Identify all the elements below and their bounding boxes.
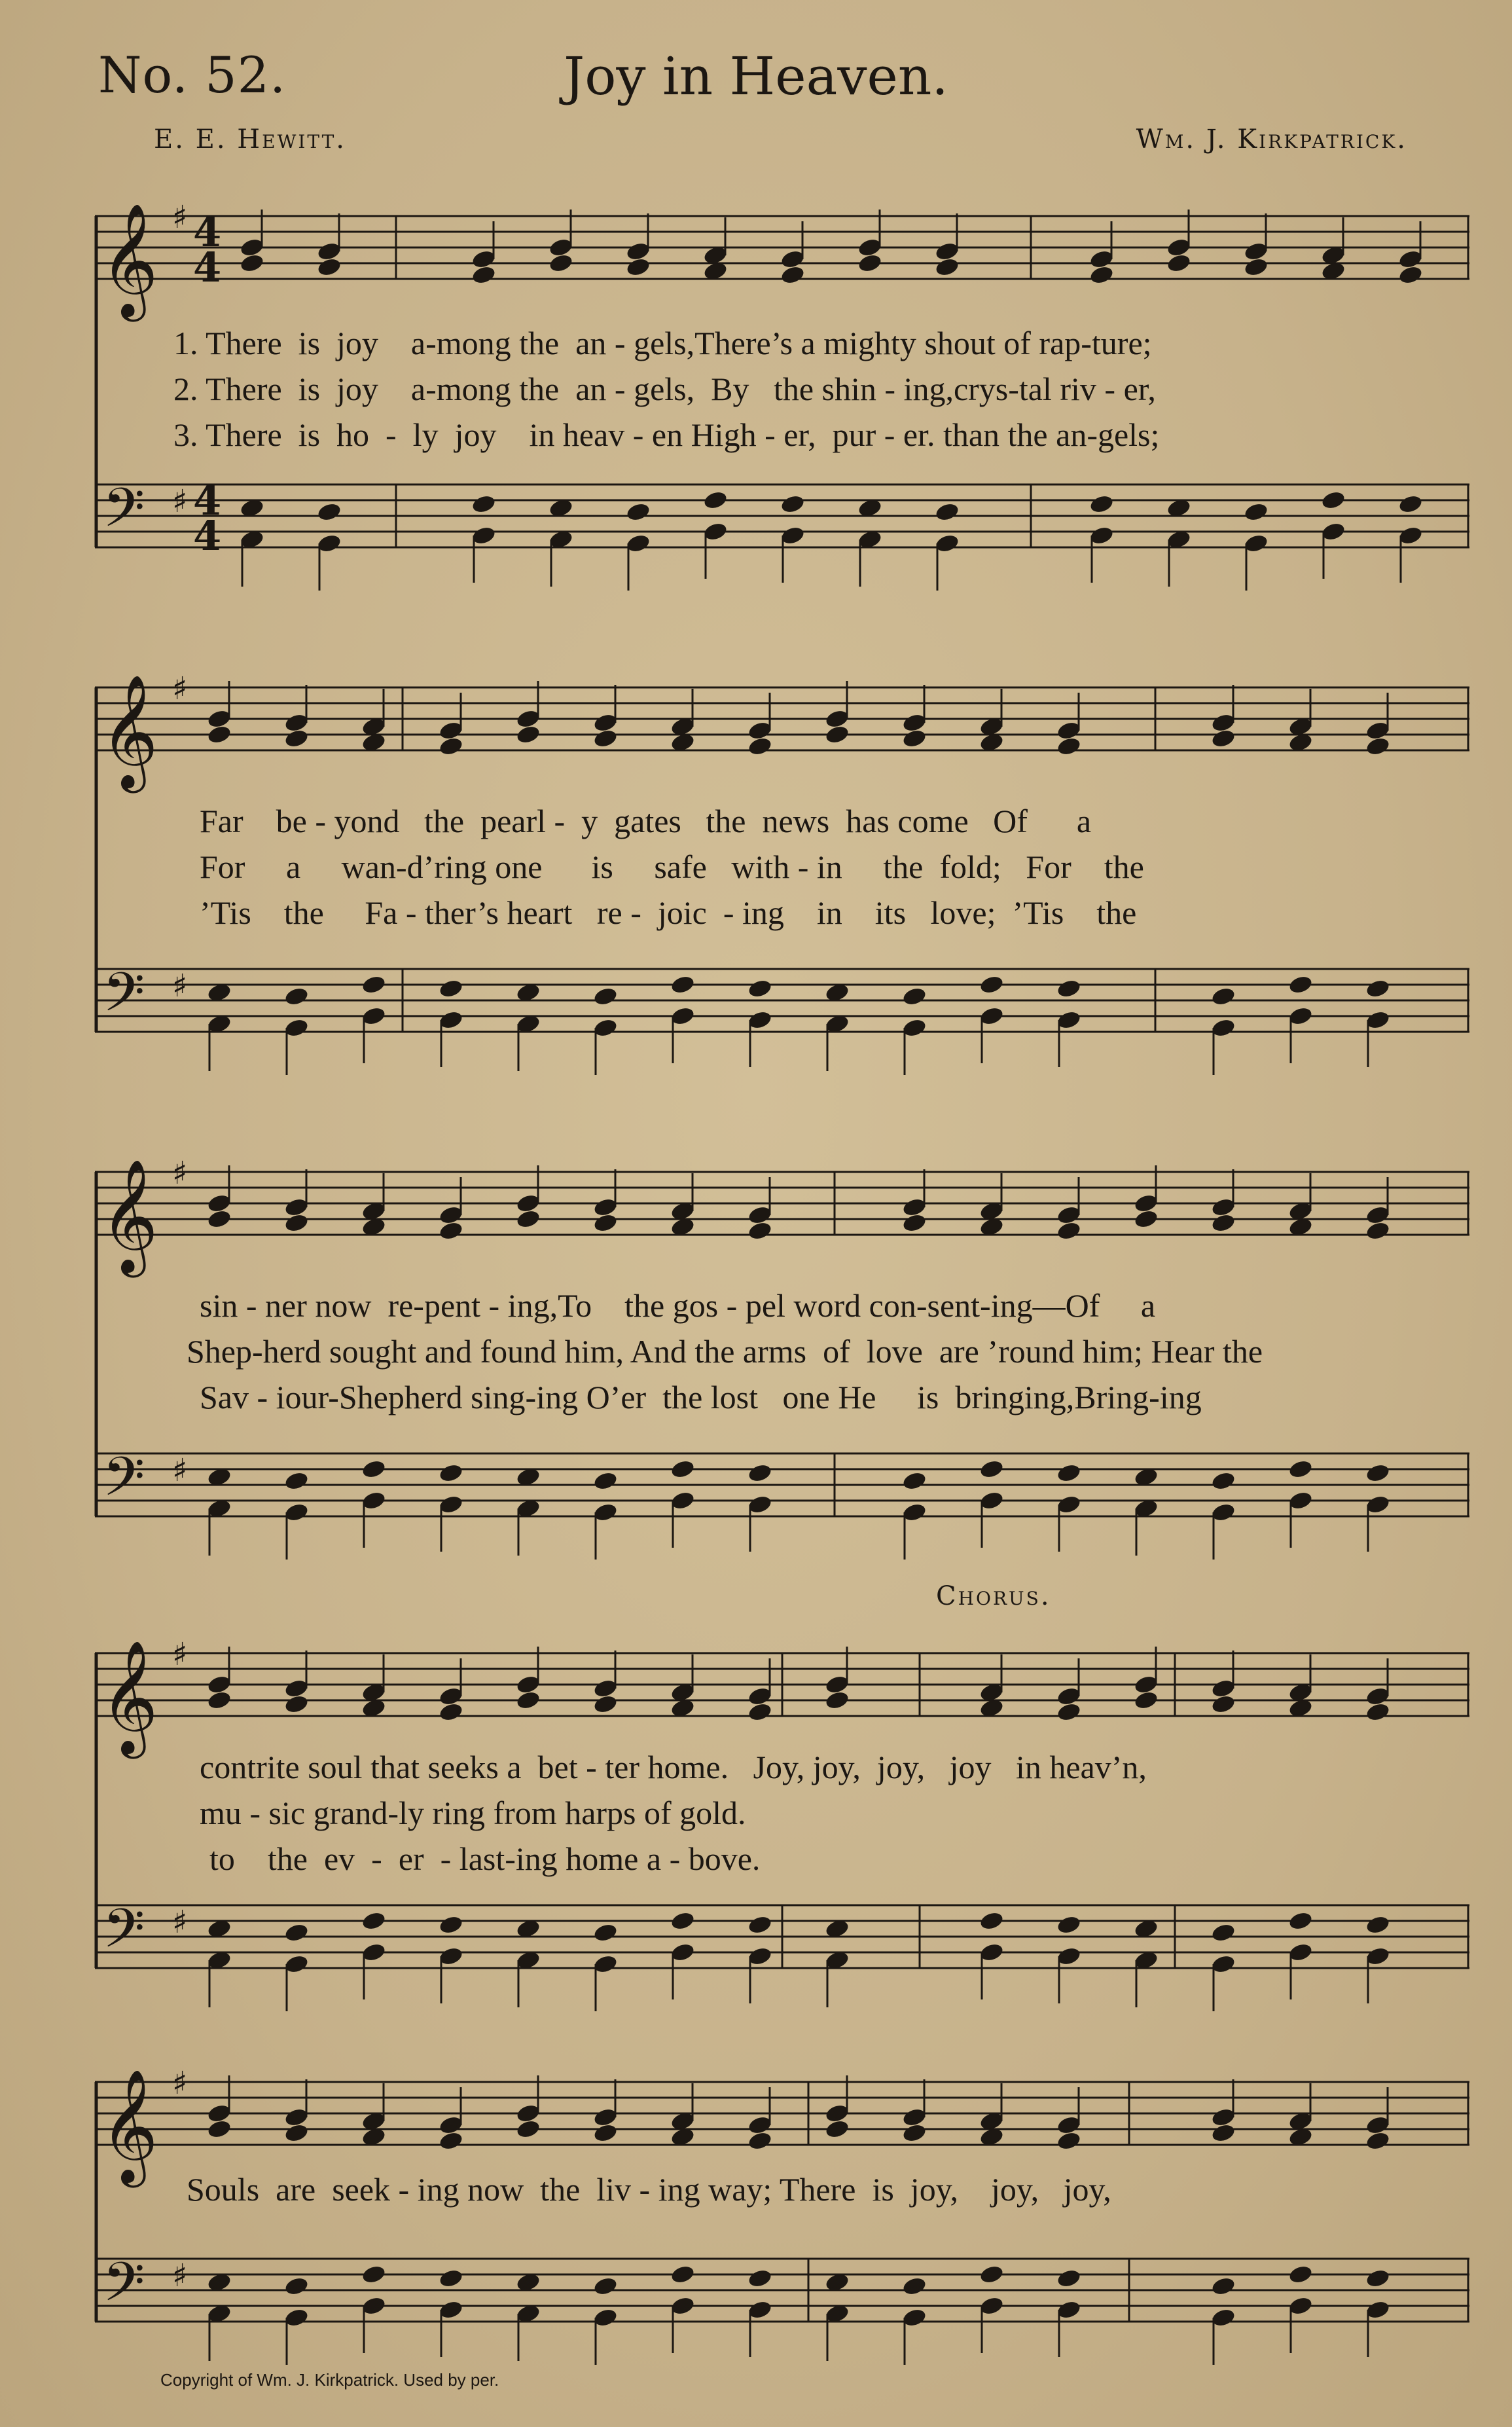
- note-head: [780, 494, 805, 515]
- lyric-line-verse-3: to the ev - er - last-ing home a - bove.: [209, 1840, 761, 1877]
- note-head: [283, 728, 309, 749]
- note-head: [780, 265, 805, 285]
- music-system-4: [95, 1617, 1469, 2023]
- note-head: [592, 1922, 618, 1943]
- note-head: [670, 1459, 695, 1480]
- note-head: [361, 1910, 386, 1931]
- note-head: [979, 974, 1004, 995]
- bass-key-sharp: ♯: [172, 483, 188, 520]
- treble-clef: 𝄞: [100, 1640, 158, 1754]
- note-head: [1320, 490, 1346, 511]
- note-head: [747, 978, 772, 999]
- bass-clef: 𝄢: [103, 1445, 145, 1522]
- note-head: [747, 1914, 772, 1935]
- note-head: [1056, 1463, 1081, 1484]
- lyric-line-verse-1: sin - ner now re-pent - ing,To the gos - pel word con-sent-ing—Of a: [200, 1287, 1156, 1324]
- note-head: [901, 1470, 927, 1491]
- note-head: [515, 2119, 541, 2140]
- note-head: [361, 974, 386, 995]
- treble-key-sharp: ♯: [172, 199, 188, 236]
- note-head: [1397, 494, 1423, 515]
- note-head: [1365, 1702, 1390, 1723]
- note-head: [239, 253, 264, 274]
- note-head: [824, 724, 850, 745]
- bass-clef: 𝄢: [103, 1897, 145, 1973]
- note-head: [747, 2130, 772, 2151]
- lyric-line-verse-2: mu - sic grand-ly ring from harps of gold.: [200, 1795, 746, 1831]
- note-head: [438, 2130, 463, 2151]
- hymn-number: No. 52.: [98, 46, 287, 104]
- note-head: [1365, 2130, 1390, 2151]
- note-head: [438, 2268, 463, 2289]
- note-head: [901, 2276, 927, 2297]
- note-head: [1287, 974, 1313, 995]
- note-head: [1365, 2268, 1390, 2289]
- note-head: [283, 2123, 309, 2144]
- note-head: [361, 1459, 386, 1480]
- note-head: [747, 1463, 772, 1484]
- note-head: [747, 736, 772, 757]
- lyric-line-verse-2: 2. There is joy a-mong the an - gels, By the shin - ing,crys-tal riv - er,: [173, 371, 1156, 407]
- note-head: [1365, 736, 1390, 757]
- lyric-line-verse-1: Souls are seek - ing now the liv - ing way; There is joy, joy, joy,: [187, 2171, 1111, 2208]
- composer-credit: Wm. J. Kirkpatrick.: [1136, 124, 1407, 155]
- note-head: [592, 986, 618, 1007]
- note-head: [438, 1914, 463, 1935]
- bass-clef: 𝄢: [103, 2250, 145, 2327]
- note-head: [1287, 1910, 1313, 1931]
- time-signature-bottom: 4: [193, 512, 222, 560]
- note-head: [702, 490, 728, 511]
- note-head: [1287, 1459, 1313, 1480]
- note-head: [471, 494, 496, 515]
- note-head: [1365, 1463, 1390, 1484]
- note-head: [1133, 1209, 1159, 1230]
- note-head: [1287, 2264, 1313, 2285]
- note-head: [283, 1213, 309, 1233]
- bass-key-sharp: ♯: [172, 1904, 188, 1941]
- note-head: [1056, 1702, 1081, 1723]
- lyric-line-verse-2: Shep-herd sought and found him, And the arms of love are ’round him; Hear the: [187, 1333, 1263, 1370]
- note-head: [438, 1463, 463, 1484]
- note-head: [1056, 2268, 1081, 2289]
- note-head: [1210, 1213, 1236, 1233]
- copyright-notice: Copyright of Wm. J. Kirkpatrick. Used by per.: [160, 2370, 499, 2390]
- note-head: [206, 2119, 232, 2140]
- lyric-line-verse-3: ’Tis the Fa - ther’s heart re - joic - ing in its love; ’Tis the: [200, 894, 1137, 931]
- note-head: [1210, 2276, 1236, 2297]
- note-head: [206, 724, 232, 745]
- treble-key-sharp: ♯: [172, 1636, 188, 1673]
- lyric-line-verse-1: contrite soul that seeks a bet - ter home. Joy, joy, joy, joy in heav’n,: [200, 1749, 1147, 1785]
- note-head: [670, 1910, 695, 1931]
- note-head: [206, 1690, 232, 1711]
- treble-key-sharp: ♯: [172, 1155, 188, 1192]
- note-head: [1089, 265, 1114, 285]
- note-head: [1056, 1220, 1081, 1241]
- note-head: [206, 1209, 232, 1230]
- note-head: [625, 257, 651, 278]
- note-head: [670, 2264, 695, 2285]
- note-head: [901, 986, 927, 1007]
- note-head: [283, 986, 309, 1007]
- note-head: [1210, 1922, 1236, 1943]
- note-head: [1243, 257, 1269, 278]
- note-head: [1397, 265, 1423, 285]
- bass-key-sharp: ♯: [172, 968, 188, 1004]
- bass-clef: 𝄢: [103, 476, 145, 553]
- note-head: [1243, 502, 1269, 522]
- note-head: [592, 1694, 618, 1715]
- music-system-2: [95, 648, 1469, 1074]
- note-head: [1133, 1690, 1159, 1711]
- treble-clef: 𝄞: [100, 203, 158, 317]
- note-head: [747, 1220, 772, 1241]
- note-head: [1056, 736, 1081, 757]
- note-head: [979, 1910, 1004, 1931]
- note-head: [625, 502, 651, 522]
- note-head: [670, 974, 695, 995]
- note-head: [283, 2276, 309, 2297]
- note-head: [592, 2123, 618, 2144]
- note-head: [592, 1213, 618, 1233]
- note-head: [283, 1694, 309, 1715]
- note-head: [1365, 978, 1390, 999]
- note-head: [934, 502, 960, 522]
- lyric-line-verse-3: Sav - iour-Shepherd sing-ing O’er the lost one He is bringing,Bring-ing: [200, 1379, 1202, 1415]
- bass-key-sharp: ♯: [172, 1452, 188, 1489]
- lyricist-credit: E. E. Hewitt.: [154, 124, 347, 155]
- note-head: [1056, 978, 1081, 999]
- note-head: [515, 1209, 541, 1230]
- note-head: [1210, 728, 1236, 749]
- note-head: [1210, 1470, 1236, 1491]
- note-head: [901, 728, 927, 749]
- note-head: [824, 1690, 850, 1711]
- note-head: [438, 978, 463, 999]
- note-head: [979, 2264, 1004, 2285]
- music-system-3: [95, 1133, 1469, 1565]
- note-head: [1365, 1220, 1390, 1241]
- note-head: [438, 1702, 463, 1723]
- lyric-line-verse-2: For a wan-d’ring one is safe with - in the fold; For the: [200, 849, 1144, 885]
- note-head: [515, 1690, 541, 1711]
- note-head: [316, 502, 342, 522]
- lyric-line-verse-1: 1. There is joy a-mong the an - gels,There’s a mighty shout of rap-ture;: [173, 325, 1152, 361]
- note-head: [283, 1470, 309, 1491]
- note-head: [1210, 1694, 1236, 1715]
- chorus-label: Chorus.: [936, 1581, 1051, 1611]
- music-system-5: [95, 2049, 1469, 2357]
- note-head: [1089, 494, 1114, 515]
- note-head: [857, 253, 882, 274]
- note-head: [934, 257, 960, 278]
- note-head: [316, 257, 342, 278]
- note-head: [901, 2123, 927, 2144]
- bass-clef: 𝄢: [103, 960, 145, 1037]
- note-head: [1365, 1914, 1390, 1935]
- note-head: [438, 1220, 463, 1241]
- note-head: [361, 2264, 386, 2285]
- time-signature-top: 4: [193, 208, 222, 256]
- note-head: [515, 724, 541, 745]
- lyric-line-verse-1: Far be - yond the pearl - y gates the news has come Of a: [200, 803, 1092, 839]
- time-signature-top: 4: [193, 477, 222, 524]
- lyric-line-verse-3: 3. There is ho - ly joy in heav - en High - er, pur - er. than the an-gels;: [173, 416, 1160, 453]
- treble-clef: 𝄞: [100, 674, 158, 788]
- note-head: [592, 728, 618, 749]
- music-system-1: [95, 177, 1469, 583]
- note-head: [438, 736, 463, 757]
- treble-clef: 𝄞: [100, 2069, 158, 2183]
- note-head: [548, 253, 573, 274]
- note-head: [592, 2276, 618, 2297]
- note-head: [979, 1459, 1004, 1480]
- note-head: [1056, 1914, 1081, 1935]
- time-signature-bottom: 4: [193, 244, 222, 291]
- note-head: [471, 265, 496, 285]
- note-head: [1166, 253, 1191, 274]
- note-head: [1210, 986, 1236, 1007]
- note-head: [747, 1702, 772, 1723]
- treble-clef: 𝄞: [100, 1159, 158, 1273]
- note-head: [747, 2268, 772, 2289]
- note-head: [1056, 2130, 1081, 2151]
- note-head: [592, 1470, 618, 1491]
- note-head: [1210, 2123, 1236, 2144]
- hymn-title: Joy in Heaven.: [564, 46, 948, 107]
- note-head: [824, 2119, 850, 2140]
- treble-key-sharp: ♯: [172, 2065, 188, 2102]
- bass-key-sharp: ♯: [172, 2257, 188, 2294]
- note-head: [901, 1213, 927, 1233]
- treble-key-sharp: ♯: [172, 670, 188, 707]
- note-head: [283, 1922, 309, 1943]
